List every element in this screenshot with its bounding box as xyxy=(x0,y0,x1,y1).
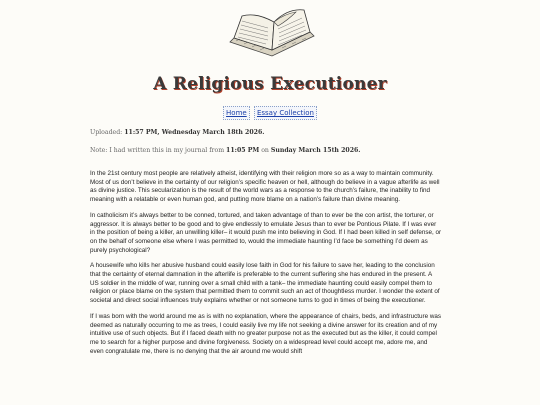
note-date: Sunday March 15th 2026. xyxy=(270,147,361,154)
top-nav xyxy=(0,106,540,120)
essay-paragraph: A housewife who kills her abusive husband could easily lose faith in God for his failure to save her, leading to the conclusion that the certainty of eternal damnation in the afterlife is preferable to the current suffering she has endured in the present. A US soldier in the middle of war, running over a small child with a tank– the immediate haunting could easily compel them to religion or place blame on the system that permitted them to commit such an act of thoughtless murder. I wonder the extent of societal and direct social influences truly explains whether or not someone turns to god in times of being the executioner. xyxy=(90,262,440,305)
note-time: 11:05 PM xyxy=(226,147,260,154)
home-link[interactable]: Home xyxy=(223,106,250,120)
essay-body xyxy=(90,170,442,363)
journal-note xyxy=(90,147,470,154)
upload-info xyxy=(90,129,470,136)
note-mid: on xyxy=(261,147,269,154)
essay-paragraph: In catholicism it’s always better to be conned, tortured, and taken advantage of than to ever be the con artist, the torturer, or aggressor. It is always better to be good and to give endlessly to emulate Jesus than to ever be Pontious Pilate. If I was ever in the position of being a killer, an unwilling killer– it would push me into believing in God. If I had been killed in self defense, or on the behalf of someone else where I was permitted to, would the immediate haunting I’d face be something I’d deem as purely psychological? xyxy=(90,211,442,254)
page-title: A Religious Executioner xyxy=(153,74,387,94)
essay-paragraph: In the 21st century most people are relatively atheist, identifying with their religion more so as a way to maintain community. Most of us don’t believe in the certainty of our religion’s specific heaven or hell, although do believe in a vague afterlife as well as divine justice. This secularization is the result of the world wars as a response to the church’s failure, the inability to find meaning with a relatable or even human god, and putting more blame on a nation’s failure than divine meaning. xyxy=(90,170,440,204)
uploaded-value: 11:57 PM, Wednesday March 18th 2026. xyxy=(124,129,265,136)
essay-paragraph: If I was born with the world around me as is with no explanation, where the appearance of chairs, beds, and infrastructure was deemed as naturally occurring to me as trees, I could easily live my life not seeking a divine answer for its creation and of my intuitive use of such objects. But if I faced death with no greater purpose not as the executed but as the killer, it could compel me to search for a higher purpose and divine forgiveness. Society on a widespread level could accept me, adore me, and even congratulate me, there is no denying that the air around me would shift xyxy=(90,312,442,355)
note-prefix: I had written this in my journal from xyxy=(109,147,225,154)
essay-collection-link[interactable]: Essay Collection xyxy=(254,106,317,120)
open-book-icon xyxy=(222,6,322,66)
uploaded-label: Uploaded: xyxy=(90,129,123,136)
note-label: Note: xyxy=(90,147,108,154)
